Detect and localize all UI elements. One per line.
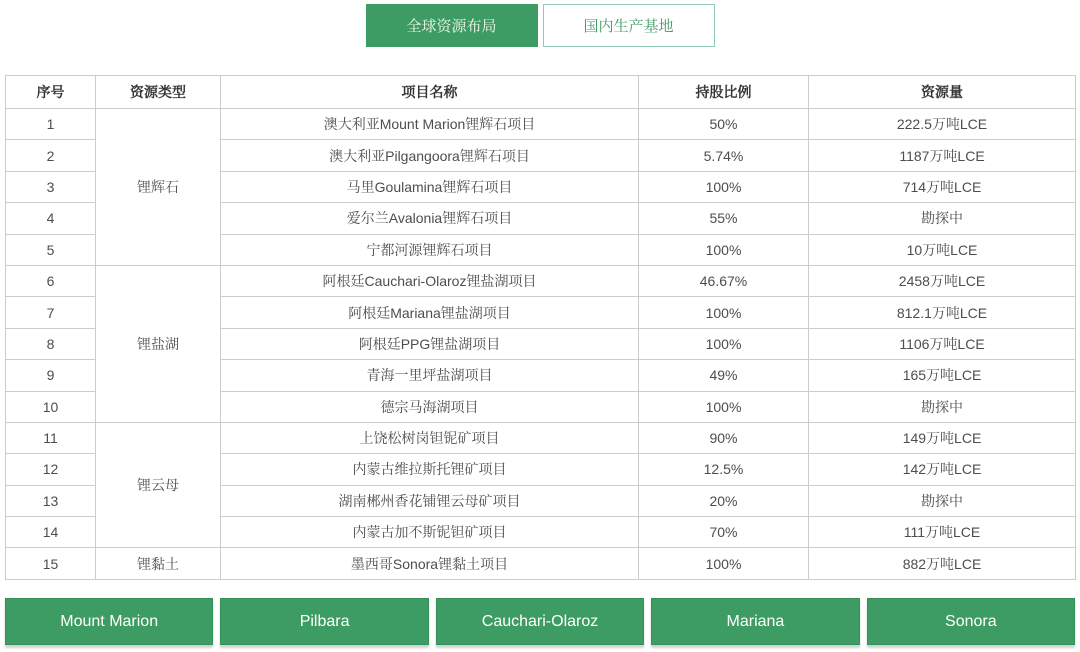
cell-share-ratio: 5.74% xyxy=(639,140,809,171)
header-resource-type: 资源类型 xyxy=(96,76,221,109)
cell-serial-number: 9 xyxy=(6,360,96,391)
cell-share-ratio: 46.67% xyxy=(639,265,809,296)
cell-share-ratio: 100% xyxy=(639,391,809,422)
cell-resource-amount: 1187万吨LCE xyxy=(809,140,1076,171)
header-share-ratio: 持股比例 xyxy=(639,76,809,109)
cell-resource-amount: 222.5万吨LCE xyxy=(809,109,1076,140)
cell-serial-number: 8 xyxy=(6,328,96,359)
cell-serial-number: 14 xyxy=(6,517,96,548)
cell-share-ratio: 49% xyxy=(639,360,809,391)
cell-project-name: 青海一里坪盐湖项目 xyxy=(221,360,639,391)
cell-serial-number: 12 xyxy=(6,454,96,485)
cell-share-ratio: 70% xyxy=(639,517,809,548)
cell-share-ratio: 100% xyxy=(639,234,809,265)
resource-table xyxy=(5,75,1076,580)
cell-resource-type: 锂云母 xyxy=(96,422,221,548)
cell-serial-number: 6 xyxy=(6,265,96,296)
cell-resource-amount: 勘探中 xyxy=(809,391,1076,422)
cell-project-name: 阿根廷Mariana锂盐湖项目 xyxy=(221,297,639,328)
cell-project-name: 内蒙古加不斯铌钽矿项目 xyxy=(221,517,639,548)
cell-resource-amount: 714万吨LCE xyxy=(809,171,1076,202)
cell-share-ratio: 100% xyxy=(639,548,809,579)
cell-project-name: 宁都河源锂辉石项目 xyxy=(221,234,639,265)
tab-domestic-production-bases[interactable]: 国内生产基地 xyxy=(543,4,715,47)
cell-resource-amount: 10万吨LCE xyxy=(809,234,1076,265)
cell-resource-amount: 149万吨LCE xyxy=(809,422,1076,453)
cell-project-name: 澳大利亚Pilgangoora锂辉石项目 xyxy=(221,140,639,171)
button-sonora[interactable]: Sonora xyxy=(867,598,1075,645)
cell-resource-amount: 165万吨LCE xyxy=(809,360,1076,391)
button-mount-marion[interactable]: Mount Marion xyxy=(5,598,213,645)
header-serial-number: 序号 xyxy=(6,76,96,109)
cell-serial-number: 15 xyxy=(6,548,96,579)
cell-serial-number: 5 xyxy=(6,234,96,265)
cell-resource-amount: 1106万吨LCE xyxy=(809,328,1076,359)
button-cauchari-olaroz[interactable]: Cauchari-Olaroz xyxy=(436,598,644,645)
cell-serial-number: 1 xyxy=(6,109,96,140)
cell-resource-amount: 2458万吨LCE xyxy=(809,265,1076,296)
button-pilbara[interactable]: Pilbara xyxy=(220,598,428,645)
cell-share-ratio: 100% xyxy=(639,297,809,328)
cell-serial-number: 10 xyxy=(6,391,96,422)
cell-share-ratio: 20% xyxy=(639,485,809,516)
cell-resource-type: 锂辉石 xyxy=(96,109,221,266)
cell-project-name: 澳大利亚Mount Marion锂辉石项目 xyxy=(221,109,639,140)
cell-project-name: 阿根廷PPG锂盐湖项目 xyxy=(221,328,639,359)
cell-share-ratio: 100% xyxy=(639,171,809,202)
cell-serial-number: 2 xyxy=(6,140,96,171)
header-resource-amount: 资源量 xyxy=(809,76,1076,109)
table-body xyxy=(6,109,1076,580)
cell-project-name: 德宗马海湖项目 xyxy=(221,391,639,422)
cell-share-ratio: 55% xyxy=(639,203,809,234)
cell-resource-type: 锂盐湖 xyxy=(96,265,221,422)
table-row xyxy=(6,422,1076,453)
cell-resource-amount: 882万吨LCE xyxy=(809,548,1076,579)
cell-resource-amount: 111万吨LCE xyxy=(809,517,1076,548)
cell-share-ratio: 50% xyxy=(639,109,809,140)
button-mariana[interactable]: Mariana xyxy=(651,598,859,645)
cell-resource-amount: 142万吨LCE xyxy=(809,454,1076,485)
cell-resource-amount: 勘探中 xyxy=(809,485,1076,516)
cell-project-name: 上饶松树岗钽铌矿项目 xyxy=(221,422,639,453)
cell-resource-type: 锂黏土 xyxy=(96,548,221,579)
table-header-row xyxy=(6,76,1076,109)
cell-project-name: 墨西哥Sonora锂黏土项目 xyxy=(221,548,639,579)
cell-share-ratio: 12.5% xyxy=(639,454,809,485)
cell-serial-number: 13 xyxy=(6,485,96,516)
tab-global-resource-layout[interactable]: 全球资源布局 xyxy=(366,4,538,47)
cell-share-ratio: 100% xyxy=(639,328,809,359)
table-row xyxy=(6,265,1076,296)
tab-bar xyxy=(0,4,1080,47)
cell-project-name: 爱尔兰Avalonia锂辉石项目 xyxy=(221,203,639,234)
table-row xyxy=(6,548,1076,579)
cell-resource-amount: 812.1万吨LCE xyxy=(809,297,1076,328)
cell-project-name: 内蒙古维拉斯托锂矿项目 xyxy=(221,454,639,485)
cell-share-ratio: 90% xyxy=(639,422,809,453)
cell-resource-amount: 勘探中 xyxy=(809,203,1076,234)
cell-serial-number: 11 xyxy=(6,422,96,453)
cell-project-name: 湖南郴州香花铺锂云母矿项目 xyxy=(221,485,639,516)
cell-serial-number: 3 xyxy=(6,171,96,202)
cell-project-name: 马里Goulamina锂辉石项目 xyxy=(221,171,639,202)
cell-project-name: 阿根廷Cauchari-Olaroz锂盐湖项目 xyxy=(221,265,639,296)
header-project-name: 项目名称 xyxy=(221,76,639,109)
footer-button-bar xyxy=(5,598,1075,645)
cell-serial-number: 4 xyxy=(6,203,96,234)
cell-serial-number: 7 xyxy=(6,297,96,328)
table-row xyxy=(6,109,1076,140)
